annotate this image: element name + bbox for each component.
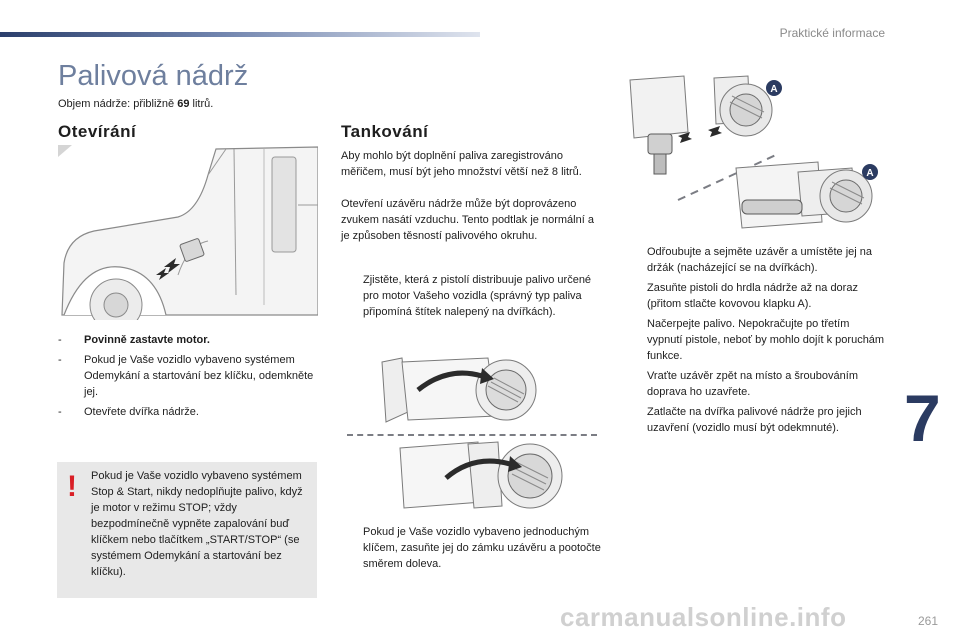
refuel-note: Otevření uzávěru nádrže může být doprovázeno zvukem nasátí vzduchu. Tento podtlak je normální a je způsoben těsností palivového okruhu. [341,198,594,242]
capacity-suffix: litrů. [189,98,214,110]
header-accent-bar [0,32,480,37]
refuel-step: Vraťte uzávěr zpět na místo a šroubováním doprava ho uzavřete. [647,370,858,398]
opening-step: - Povinně zastavte motor. [58,334,210,346]
refuel-step-2 [341,524,603,576]
warning-text: Pokud je Vaše vozidlo vybaveno systémem Stop & Start, nikdy nedoplňujte palivo, když je motor v režimu STOP; vždy bezpodmínečně vypněte zapalování buď klíčkem nebo tlačítkem „START/STOP“ (se systémem Odemykání a startování bez klíčku). [91,470,303,578]
watermark: carmanualsonline.info [560,602,847,632]
van-fuel-flap-illustration [58,145,318,320]
chapter-number: 7 [904,381,941,455]
refuel-step: Odřoubujte a sejměte uzávěr a umístěte jej na držák (nacházející se na dvířkách). [647,246,873,274]
stop-start-warning-box [57,462,317,598]
page-number: 261 [918,614,939,628]
opening-heading: Otevírání [58,122,137,141]
capacity-prefix: Objem nádrže: přibližně [58,98,178,110]
key-turn-illustration [398,438,583,514]
callout-a-label: A [770,84,778,95]
refuel-heading: Tankování [341,122,429,141]
capacity-line [58,98,213,110]
exclamation-icon: ! [67,470,77,503]
page-title: Palivová nádrž [58,60,249,92]
fuel-flap-open-illustration [378,352,563,426]
capacity-value: 69 [177,98,190,110]
fuel-nozzle-illustration [618,72,900,242]
opening-step: - Pokud je Vaše vozidlo vybaveno systémem Odemykání a startování bez klíčku, odemkněte jej. [58,354,314,398]
opening-steps [58,332,320,424]
opening-step: - Otevřete dvířka nádrže. [58,406,199,418]
refuel-step: Zjistěte, která z pistolí distribuuje palivo určené pro motor Vašeho vozidla (správný typ paliva připomíná štítek nalepený na dvířkách). [363,274,592,318]
refuel-intro: Aby mohlo být doplnění paliva zaregistrováno měřičem, musí být jeho množství větší než 8 litrů. [341,150,582,178]
refuel-step: Načerpejte palivo. Nepokračujte po třetím vypnutí pistole, neboť by mohlo dojít k poruchám funkce. [647,318,885,362]
callout-a-label: A [866,168,874,179]
refuel-step: Zasuňte pistoli do hrdla nádrže až na doraz (přitom stlačte kovovou klapku A). [647,282,858,310]
refuel-steps-list [625,244,887,440]
refuel-step: Pokud je Vaše vozidlo vybaveno jednoduchým klíčem, zasuňte jej do zámku uzávěru a pootočte směrem doleva. [363,526,601,570]
refuel-step: Zatlačte na dvířka palivové nádrže pro jejich uzavření (vozidlo musí být odekmnuté). [647,406,862,434]
section-title: Praktické informace [779,26,885,40]
figure-divider [347,434,597,436]
refuel-step-1 [341,272,599,324]
